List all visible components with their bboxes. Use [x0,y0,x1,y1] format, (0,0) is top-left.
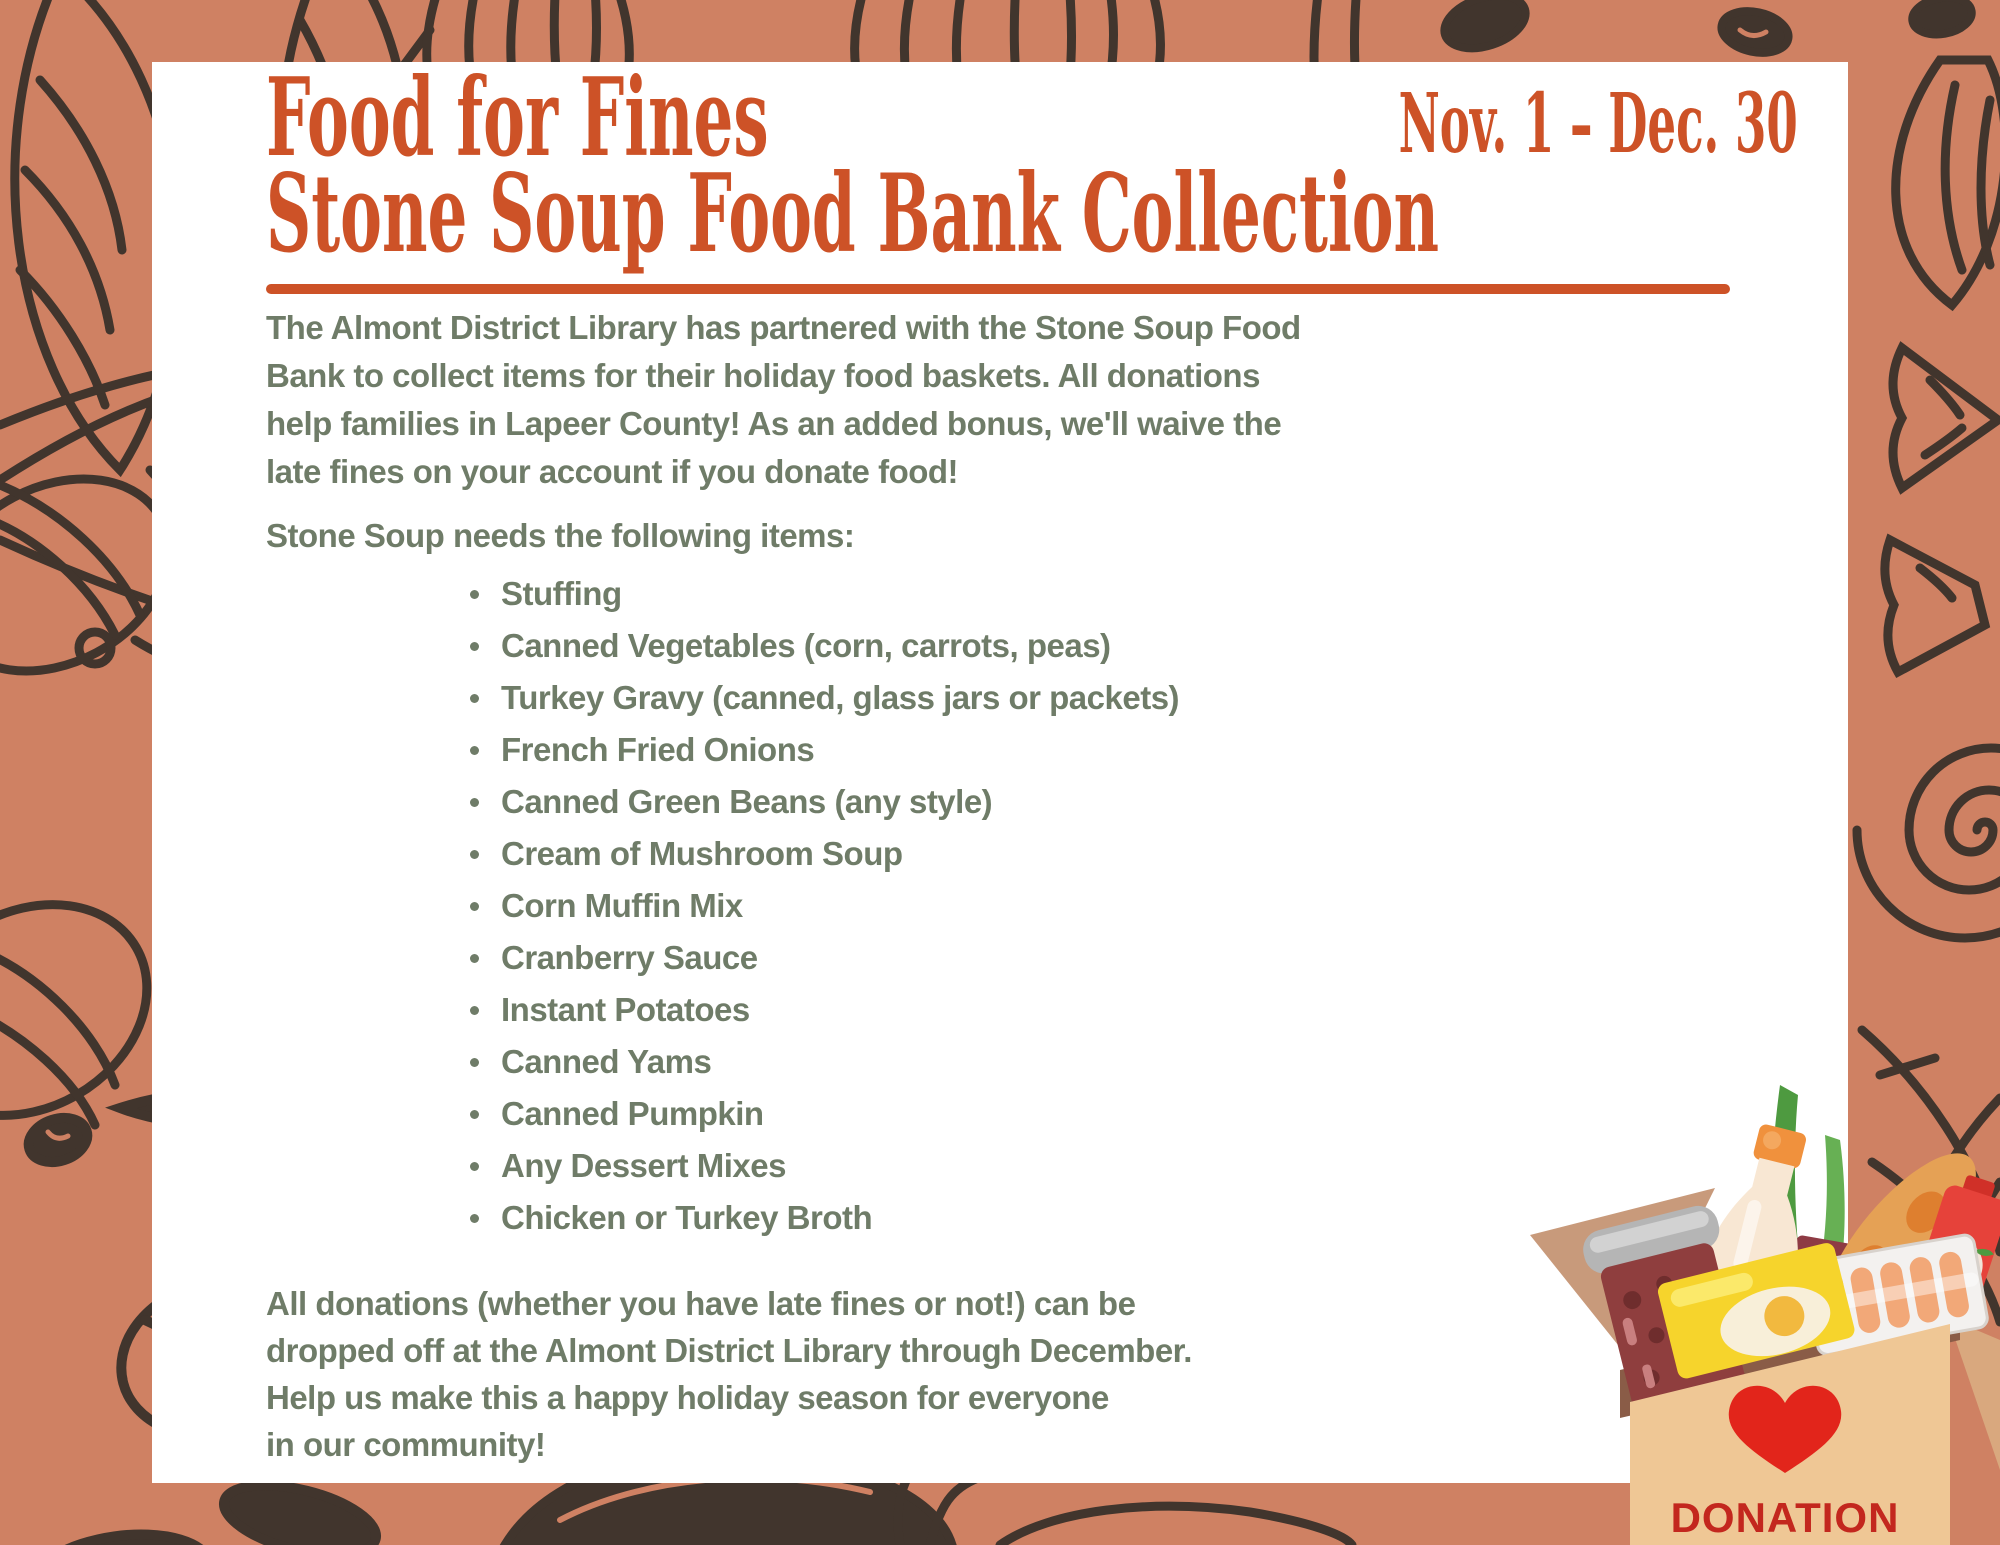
intro-line: help families in Lapeer County! As an added bonus, we'll waive the [266,405,1282,442]
date-range-line [1072,76,1798,172]
list-item [470,828,1179,880]
outro-line: in our community! [266,1426,546,1463]
bullet-icon [470,746,479,755]
list-item [470,724,1179,776]
bullet-icon [470,1110,479,1119]
bullet-icon [470,1214,479,1223]
outro-paragraph [266,1280,1192,1468]
list-item-label: Corn Muffin Mix [501,887,743,924]
intro-line: The Almont District Library has partnered with the Stone Soup Food [266,309,1301,346]
list-item [470,1192,1179,1244]
list-item [470,620,1179,672]
bullet-icon [470,694,479,703]
list-item [470,880,1179,932]
title-divider [266,284,1730,294]
bullet-icon [470,850,479,859]
intro-line: late fines on your account if you donate food! [266,453,959,490]
list-item [470,984,1179,1036]
list-item [470,672,1179,724]
bullet-icon [470,798,479,807]
bullet-icon [470,954,479,963]
swirl-doodle [1857,748,2000,938]
list-item [470,1140,1179,1192]
list-item-label: Canned Pumpkin [501,1095,764,1132]
title-line-2 [266,151,2000,277]
farfalle-doodle [1885,348,1998,672]
list-item-label: Canned Green Beans (any style) [501,783,993,820]
outro-line: All donations (whether you have late fines or not!) can be [266,1285,1136,1322]
bullet-icon [470,1162,479,1171]
list-item-label: Chicken or Turkey Broth [501,1199,873,1236]
list-item [470,568,1179,620]
needs-heading: Stone Soup needs the following items: [266,517,855,554]
list-item [470,776,1179,828]
bullet-icon [470,902,479,911]
needs-list [470,568,1179,1244]
list-item-label: Turkey Gravy (canned, glass jars or packets) [501,679,1180,716]
bullet-icon [470,1006,479,1015]
outro-line: dropped off at the Almont District Library through December. [266,1332,1192,1369]
list-item-label: Any Dessert Mixes [501,1147,786,1184]
bullet-icon [470,590,479,599]
list-item-label: Canned Yams [501,1043,712,1080]
date-range-text: Nov. 1 – Dec. 30 [1398,76,1798,172]
intro-line: Bank to collect items for their holiday food baskets. All donations [266,357,1260,394]
list-item-label: French Fried Onions [501,731,815,768]
list-item-label: Cream of Mushroom Soup [501,835,903,872]
list-item-label: Cranberry Sauce [501,939,758,976]
bean-doodle [1438,0,1975,59]
list-item-label: Instant Potatoes [501,991,750,1028]
list-item [470,1088,1179,1140]
donation-label: DONATION [1670,1494,1900,1541]
date-range [1072,76,1798,172]
title-line-1-text: Food for Fines [266,55,769,181]
list-item [470,932,1179,984]
bullet-icon [470,1058,479,1067]
bullet-icon [470,642,479,651]
list-item-label: Stuffing [501,575,622,612]
outro-line: Help us make this a happy holiday season for everyone [266,1379,1109,1416]
list-item [470,1036,1179,1088]
list-item-label: Canned Vegetables (corn, carrots, peas) [501,627,1111,664]
donation-box-illustration [1480,1040,2000,1545]
title-line-2-text: Stone Soup Food Bank Collection [266,151,1440,277]
intro-paragraph [266,304,1301,496]
